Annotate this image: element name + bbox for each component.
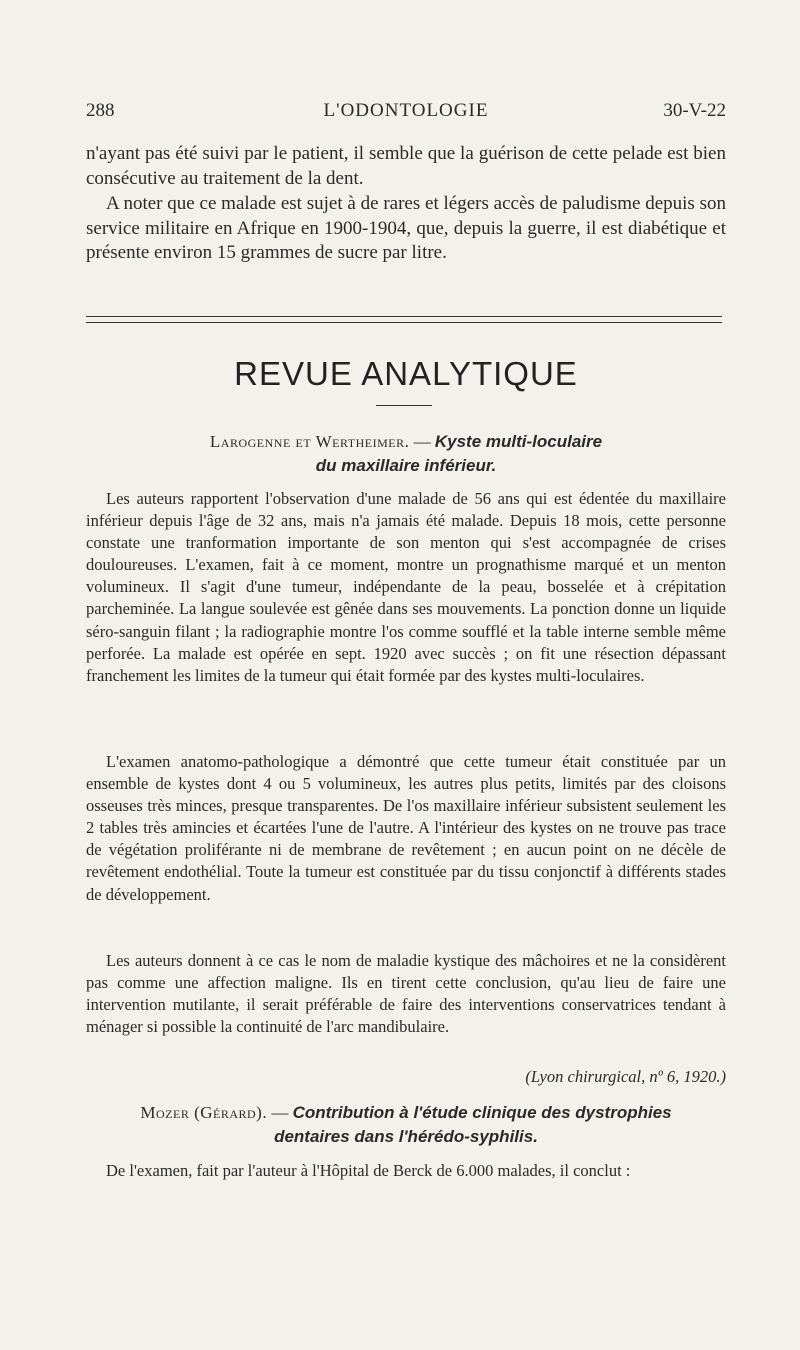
- section-divider-top: [86, 316, 722, 317]
- journal-title: L'ODONTOLOGIE: [323, 100, 489, 121]
- article-1-citation: (Lyon chirurgical, nº 6, 1920.): [525, 1067, 726, 1086]
- article-1-paragraph-3: Les auteurs donnent à ce cas le nom de maladie kystique des mâchoires et ne la considèrent pas comme une affection maligne. Ils en tirent cette conclusion, qu'au lieu de faire une intervention mutilante, il serait préférable de faire des interventions conservatrices tendant à ménager si possible la continuité de l'arc mandibulaire.: [86, 951, 726, 1037]
- section-title: REVUE ANALYTIQUE: [234, 355, 578, 392]
- article-2-title-line-2: dentaires dans l'hérédo-syphilis.: [274, 1127, 538, 1146]
- section-divider-bottom: [86, 322, 722, 323]
- article-1-dash: —: [409, 432, 435, 451]
- article-1-title-line-1: Kyste multi-loculaire: [434, 432, 603, 451]
- article-2-title-line-1: Contribution à l'étude clinique des dystrophies: [292, 1103, 672, 1122]
- article-1-paragraph-1: Les auteurs rapportent l'observation d'une malade de 56 ans qui est édentée du maxillaire inférieur depuis l'âge de 32 ans, mais n'a jamais été malade. Depuis 18 mois, cette personne constate une tranformation importante de son menton qui s'est accompagnée de crises douloureuses. L'examen, fait à ce moment, montre un prognathisme marqué et un menton volumineux. Il s'agit d'une tumeur, indépendante de la peau, bosselée et à crépitation parcheminée. La langue soulevée est gênée dans ses mouvements. La ponction donne un liquide séro-sanguin filant ; la radiographie montre l'os comme soufflé et la table interne semble même perforée. La malade est opérée en sept. 1920 avec succès ; on fit une résection dépassant franchement les limites de la tumeur qui était formée par des kystes multi-loculaires.: [86, 489, 726, 685]
- article-1-title-line-2: du maxillaire inférieur.: [315, 456, 497, 475]
- article-2-authors: Mozer (Gérard).: [140, 1103, 268, 1122]
- intro-paragraph-2: A noter que ce malade est sujet à de rares et légers accès de paludisme depuis son service militaire en Afrique en 1900-1904, que, depuis la guerre, il est diabétique et présente environ 15 grammes de sucre par litre.: [86, 193, 726, 263]
- intro-paragraph-1: n'ayant pas été suivi par le patient, il semble que la guérison de cette pelade est bien consécutive au traitement de la dent.: [86, 143, 726, 189]
- article-1-authors: Larogenne et Wertheimer.: [209, 432, 410, 451]
- title-underline: [376, 405, 432, 406]
- article-1-paragraph-2: L'examen anatomo-pathologique a démontré que cette tumeur était constituée par un ensemble de kystes dont 4 ou 5 volumineux, les autres plus petits, limités par des cloisons osseuses très minces, presque transparentes. De l'os maxillaire inférieur subsistent seulement les 2 tables très amincies et écartées l'une de l'autre. A l'intérieur des kystes on ne trouve pas trace de végétation proliférante ni de membrane de revêtement ; en aucun point on ne décèle de revêtement endothélial. Toute la tumeur est constituée par du tissu conjonctif à différents stades de développement.: [86, 752, 726, 904]
- running-header: [86, 100, 726, 130]
- page-number: 288: [86, 100, 115, 121]
- article-2-heading: [86, 1101, 726, 1149]
- article-2-paragraph-1: De l'examen, fait par l'auteur à l'Hôpital de Berck de 6.000 malades, il conclut :: [106, 1161, 631, 1180]
- issue-date: 30-V-22: [663, 100, 726, 121]
- article-2-dash: —: [267, 1103, 293, 1122]
- article-1-heading: [86, 430, 726, 478]
